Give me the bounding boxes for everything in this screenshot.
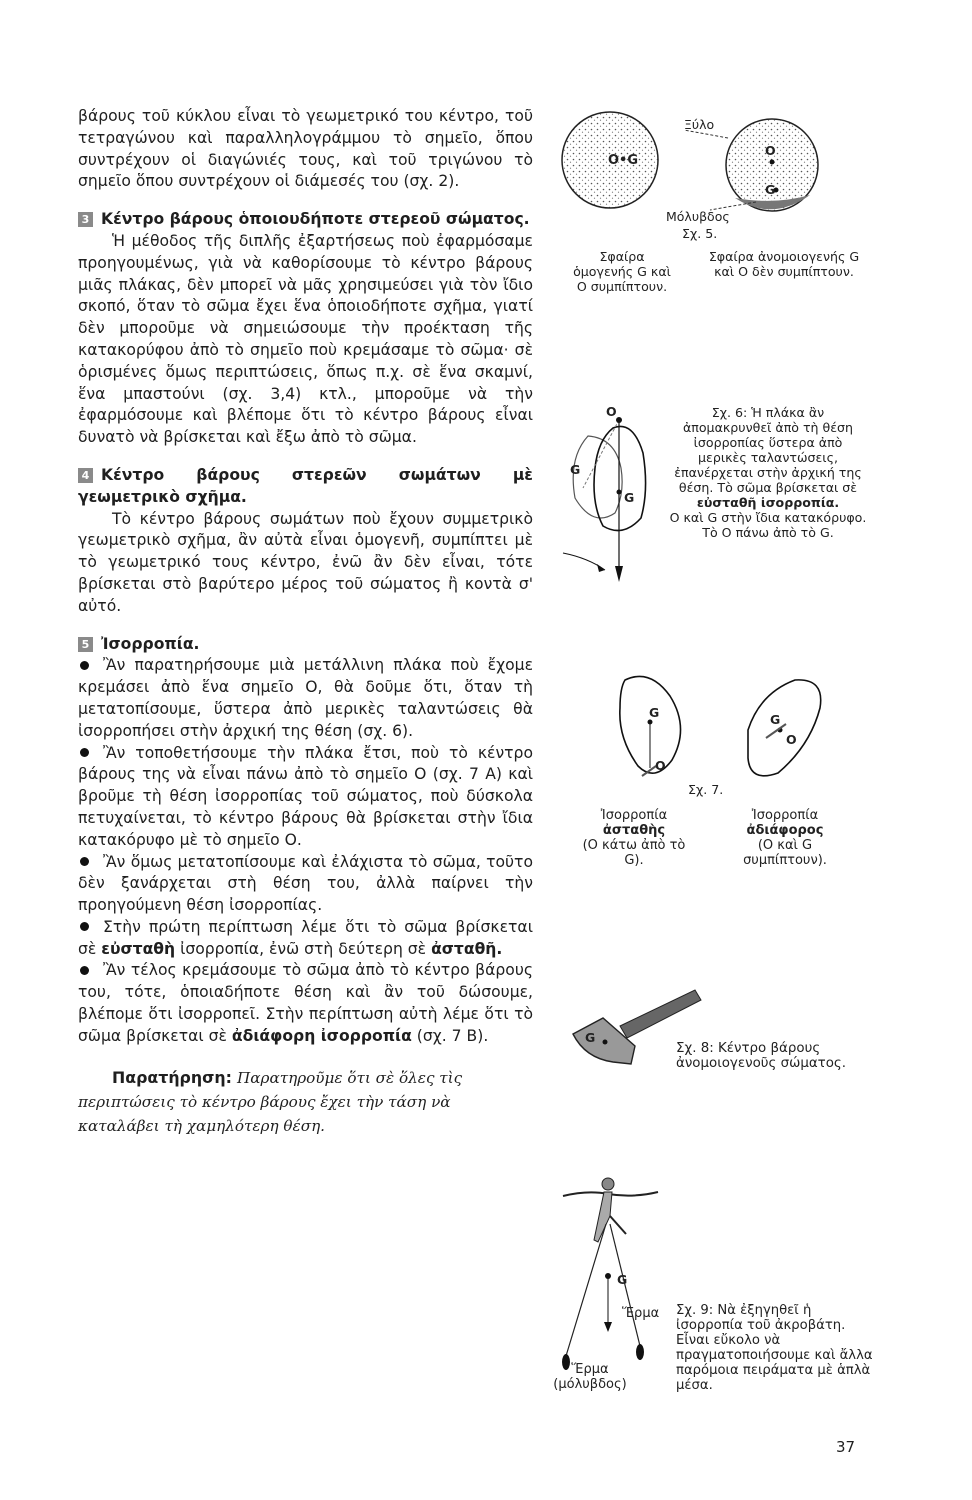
fig6-suspended-plate (553, 398, 663, 588)
plate-displaced (573, 436, 622, 518)
fig7-o-right: O (786, 732, 797, 747)
fig9-caption: Σχ. 9: Νὰ ἐξηγηθεῖ ἡ ἰσορροπία τοῦ ἀκροβάτη. Εἶναι εὔκολο νὰ πραγματοποιήσουμε καὶ ἄλλα παρόμοια πειράματα μὲ ἁπλὰ μέσα. (676, 1303, 873, 1393)
fig6-caption (668, 405, 868, 540)
section-3-text: Ἡ μέθοδος τῆς διπλῆς ἐξαρτήσεως ποὺ ἐφαρμόσαμε προηγουμένως, γιὰ νὰ καθορίσουμε τὸ κέντρο βάρους μιᾶς πλάκας, δὲν μπορεῖ νὰ μᾶς χρησιμεύσει γιὰ τὸν ἴδιο σκοπό, ὅταν τὸ σῶμα ἔχει ἕνα ὁποιοδήποτε σχῆμα, γιατί δὲν μποροῦμε νὰ σημειώσουμε τὴν προέκταση τῆς κατακορύφου ἀπὸ τὸ σημεῖο ποὺ κρεμάσαμε τὸ σῶμα· σὲ ὁρισμένες ὅμως περιπτώσεις, ὅπως π.χ. σὲ ἕνα σκαμνί, ἕνα μπαστούνι (σχ. 3,4) κτλ., μποροῦμε νὰ τὴν ἐφαρμόσουμε καὶ βλέπομε ὅτι τὸ κέντρο βάρους εἶναι δυνατὸ νὰ βρίσκεται καὶ ἔξω ἀπὸ τὸ σῶμα. (78, 231, 533, 447)
fig5-lead-label: Μόλυβδος (666, 209, 730, 224)
fig8-g-label: G (585, 1030, 596, 1045)
fig6-g-label-1: G (570, 462, 581, 477)
section-3-title: Κέντρο βάρους ὁποιουδήποτε στερεοῦ σώματος. (101, 210, 530, 229)
section-4-title: Κέντρο βάρους στερεῶν σωμάτων μὲ γεωμετρικὸ σχῆμα. (78, 465, 533, 506)
section-5-number: 5 (78, 637, 93, 652)
fig6-o-label: O (606, 404, 617, 419)
observation-note (78, 1066, 533, 1138)
fig9-weight-label-right: Ἕρμα (622, 1306, 660, 1321)
section-4-text: Τὸ κέντρο βάρους σωμάτων ποὺ ἔχουν συμμετρικὸ γεωμετρικὸ σχῆμα, ἂν αὐτὰ εἶναι ὁμογενῆ, συμπίπτει μὲ τὸ γεωμετρικό τους κέντρο, ἐνῶ ἂν δὲν εἶναι, τότε βρίσκεται στὸ βαρύτερο μέρος τοῦ σώματος ἢ κοντὰ σ' αὐτό. (78, 509, 533, 615)
stable-term: εὐσταθὴ (101, 939, 176, 958)
bullet-paragraph-5: Ἂν τέλος κρεμάσουμε τὸ σῶμα ἀπὸ τὸ κέντρο βάρους του, τότε, ὁποιαδήποτε θέση καὶ ἂν τοῦ δώσουμε, βλέπομε ὅτι ἰσορροπεῖ. Στὴν περίπτωση αὐτὴ λέμε ὅτι τὸ σῶμα βρίσκεται σὲ ἀδιάφορη ἰσορροπία (σχ. 7 Β). (78, 961, 533, 1045)
bullet-paragraph-1: Ἂν παρατηρήσουμε μιὰ μετάλλινη πλάκα ποὺ ἔχομε κρεμάσει ἀπὸ ἕνα σημεῖο Ο, θὰ δοῦμε ὅτι, ὅταν τὴ μετατοπίσουμε, ὕστερα ἀπὸ μερικὲς ταλαντώσεις θὰ ἰσορροπήσει στὴν ἀρχική της θέση (σχ. 6). (78, 656, 533, 740)
bullet-paragraph-4: Στὴν πρώτη περίπτωση λέμε ὅτι τὸ σῶμα βρίσκεται σὲ εὐσταθὴ ἰσορροπία, ἐνῶ στὴ δεύτερη σὲ ἀσταθῆ. (78, 917, 533, 958)
fig7-number: Σχ. 7. (688, 782, 724, 797)
note-label: Παρατήρηση: (112, 1067, 232, 1087)
unstable-term: ἀσταθῆ. (431, 939, 503, 958)
fig9-weight-label-left: Ἕρμα (μόλυβδος) (553, 1362, 627, 1392)
intro-paragraph: βάρους τοῦ κύκλου εἶναι τὸ γεωμετρικό του κέντρο, τοῦ τετραγώνου καὶ παραλληλογράμμου τὸ σημεῖο, ὅπου συντρέχουν οἱ διαγώνιές τους, καὶ τοῦ τριγώνου τὸ σημεῖο ὅπου συντρέχουν οἱ διάμεσές του (σχ. 2). (78, 107, 533, 191)
bullet-paragraph-2: Ἂν τοποθετήσουμε τὴν πλάκα ἔτσι, ποὺ τὸ κέντρο βάρους της νὰ εἶναι πάνω ἀπὸ τὸ σημεῖο Ο (σχ. 7 Α) καὶ βροῦμε τὴ θέση ἰσορροπίας τοῦ σώματος, ποὺ δύσκολα πετυχαίνεται, τὸ κέντρο βάρους θὰ βρίσκεται στὴν ἴδια κατακόρυφο μὲ τὸ σημεῖο Ο. (78, 743, 533, 849)
fig9-acrobat (548, 1176, 668, 1376)
fig5-o-label: O (765, 143, 776, 158)
fig6-g-label-2: G (624, 490, 635, 505)
fig9-g-label: G (617, 1272, 628, 1287)
section-5-title: Ἰσορροπία. (101, 634, 200, 653)
fig5-caption-right: Σφαίρα ἀνομοιογενής G καὶ O δὲν συμπίπτουν. (708, 249, 860, 279)
fig7-g-right: G (770, 712, 781, 727)
bullet-icon (80, 922, 89, 931)
page-number: 37 (836, 1438, 856, 1456)
section-3-heading (78, 209, 533, 231)
plate-rest (594, 426, 646, 530)
note-text: Παρατηροῦμε ὅτι σὲ ὅλες τὶς περιπτώσεις τὸ κέντρο βάρους ἔχει τὴν τάση νὰ καταλάβει τὴ χαμηλότερη θέση. (78, 1068, 463, 1135)
main-text-column (78, 106, 533, 1138)
fig6-caption-b: εὐσταθῆ ἰσορροπία. (696, 495, 840, 510)
plate-neutral (748, 680, 821, 776)
section-3-number: 3 (78, 212, 93, 227)
fig5-number: Σχ. 5. (682, 226, 718, 241)
fig5-caption-left: Σφαίρα ὁμογενής G καὶ O συμπίπτουν. (573, 249, 671, 294)
section-4-number: 4 (78, 468, 93, 483)
bullet-icon (80, 857, 89, 866)
section-4-heading (78, 465, 533, 509)
fig5-wood-label: Ξύλο (684, 117, 715, 132)
bullet-icon (80, 748, 89, 757)
fig7-o-left: O (655, 758, 666, 773)
fig7-g-left: G (649, 705, 660, 720)
bullet-icon (80, 661, 89, 670)
fig6-caption-c: O καὶ G στὴν ἴδια κατακόρυφο. Τὸ O πάνω ἀπὸ τὸ G. (669, 510, 867, 540)
bullet-icon (80, 966, 89, 975)
fig5-og-label: O•G (608, 153, 639, 168)
fig7-caption-left: Ἰσορροπία ἀσταθὴς (O κάτω ἀπὸ τὸ G). (582, 808, 686, 868)
fig7-caption-right: Ἰσορροπία ἀδιάφορος (O καὶ G συμπίπτουν). (743, 808, 827, 868)
fig6-caption-a: Σχ. 6: Ἡ πλάκα ἂν ἀπομακρυνθεῖ ἀπὸ τὴ θέση ἰσορροπίας ὕστερα ἀπὸ μερικὲς ταλαντώσεις, ἐπανέρχεται στὴν ἀρχική της θέση. Τὸ σῶμα βρίσκεται σὲ (674, 405, 862, 495)
fig7-equilibrium (610, 668, 840, 788)
fig8-caption: Σχ. 8: Κέντρο βάρους ἀνομοιογενοῦς σώματος. (676, 1041, 847, 1071)
neutral-term: ἀδιάφορη ἰσορροπία (231, 1026, 412, 1045)
bullet-paragraph-3: Ἂν ὅμως μετατοπίσουμε καὶ ἐλάχιστα τὸ σῶμα, τοῦτο δὲν ξανάρχεται στὴ θέση του, ἀλλὰ παίρνει τὴν προηγούμενη θέση ἰσορροπίας. (78, 852, 533, 915)
hammer-handle (620, 990, 701, 1038)
fig5-g-label: G (765, 182, 776, 197)
section-5-heading (78, 634, 533, 656)
